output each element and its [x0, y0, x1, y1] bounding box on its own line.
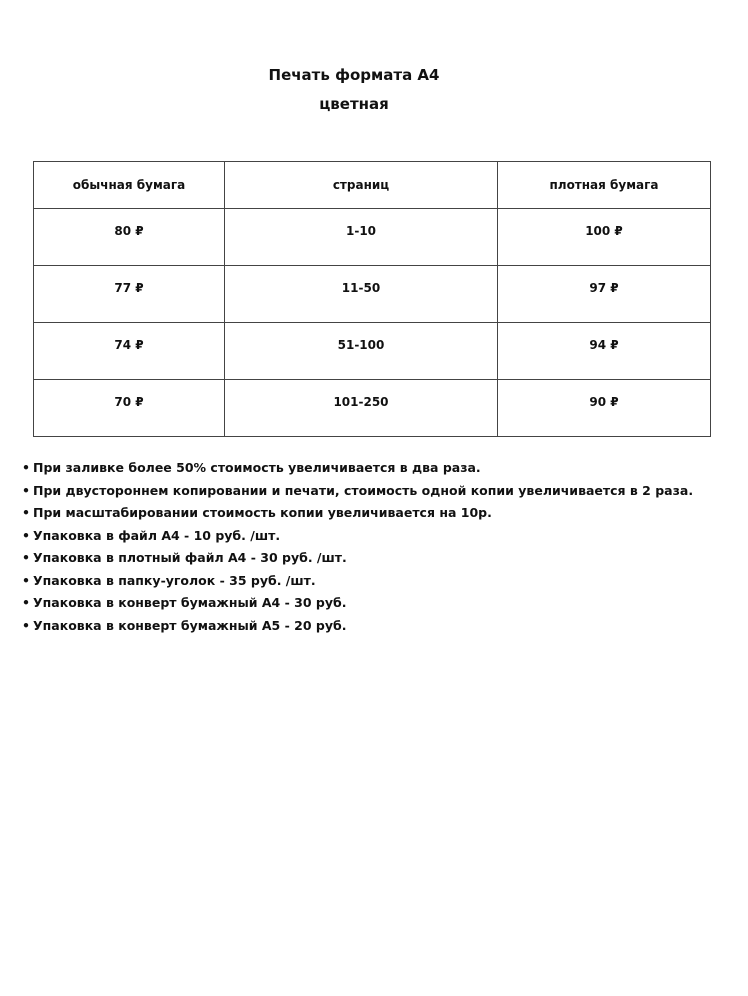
- list-item: [22, 615, 742, 638]
- bullet-icon: •: [22, 595, 30, 610]
- list-item: [22, 502, 742, 525]
- regular-paper-price: 77 ₽: [34, 266, 225, 323]
- regular-paper-price: 70 ₽: [34, 380, 225, 437]
- list-item: [22, 457, 742, 480]
- table-row: [34, 380, 711, 437]
- page-range: 51-100: [225, 323, 498, 380]
- table-row: [34, 209, 711, 266]
- list-item: [22, 525, 742, 548]
- bullet-icon: •: [22, 550, 30, 565]
- thick-paper-price: 94 ₽: [498, 323, 711, 380]
- bullet-icon: •: [22, 572, 30, 588]
- column-header-pages: страниц: [225, 162, 498, 209]
- note-text: Упаковка в файл А4 - 10 руб. /шт.: [33, 527, 281, 543]
- note-text: Упаковка в папку-уголок - 35 руб. /шт.: [33, 572, 316, 588]
- page-range: 101-250: [225, 380, 498, 437]
- note-text: Упаковка в конверт бумажный А4 - 30 руб.: [33, 595, 347, 610]
- list-item: [22, 547, 742, 570]
- thick-paper-price: 90 ₽: [498, 380, 711, 437]
- bullet-icon: •: [22, 527, 30, 543]
- regular-paper-price: 80 ₽: [34, 209, 225, 266]
- page-title: Печать формата А4: [268, 66, 440, 84]
- price-table: [33, 161, 711, 437]
- page-range: 1-10: [225, 209, 498, 266]
- bullet-icon: •: [22, 482, 30, 498]
- list-item: [22, 480, 742, 503]
- note-text: При двустороннем копировании и печати, стоимость одной копии увеличивается в 2 раза.: [33, 482, 694, 498]
- note-text: При масштабировании стоимость копии увеличивается на 10р.: [33, 505, 492, 520]
- list-item: [22, 570, 742, 593]
- regular-paper-price: 74 ₽: [34, 323, 225, 380]
- list-item: [22, 592, 742, 615]
- bullet-icon: •: [22, 617, 30, 633]
- note-text: Упаковка в плотный файл А4 - 30 руб. /шт.: [33, 550, 347, 565]
- note-text: При заливке более 50% стоимость увеличивается в два раза.: [33, 460, 481, 475]
- bullet-icon: •: [22, 505, 30, 520]
- thick-paper-price: 100 ₽: [498, 209, 711, 266]
- column-header-thick-paper: плотная бумага: [498, 162, 711, 209]
- note-text: Упаковка в конверт бумажный А5 - 20 руб.: [33, 617, 347, 633]
- table-row: [34, 266, 711, 323]
- notes-list: [22, 457, 742, 637]
- thick-paper-price: 97 ₽: [498, 266, 711, 323]
- page-range: 11-50: [225, 266, 498, 323]
- table-header-row: [34, 162, 711, 209]
- page-subtitle: цветная: [319, 95, 389, 113]
- table-row: [34, 323, 711, 380]
- column-header-regular-paper: обычная бумага: [34, 162, 225, 209]
- bullet-icon: •: [22, 460, 30, 475]
